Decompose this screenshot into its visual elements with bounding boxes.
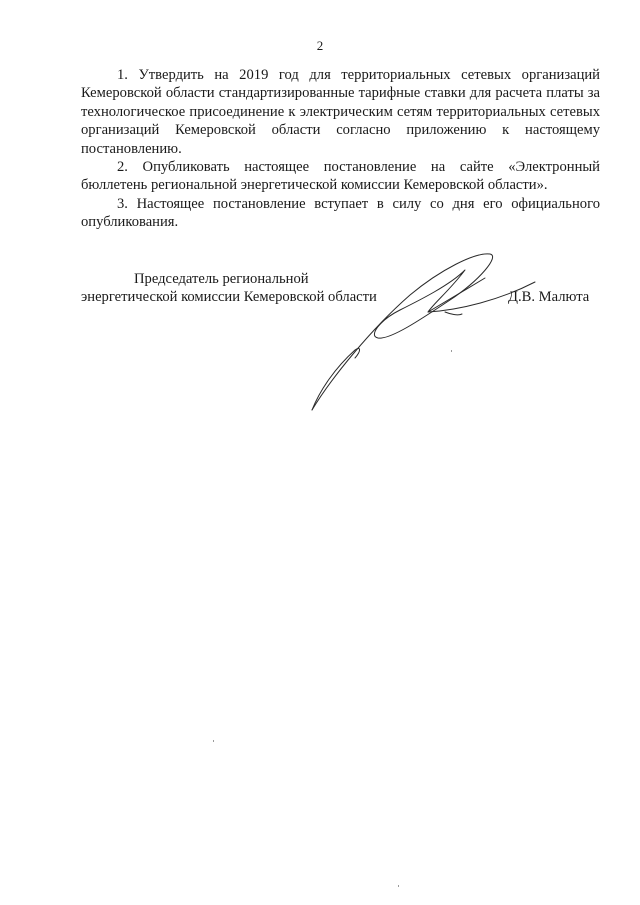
page-number: 2 [316, 38, 324, 53]
scan-speck [451, 350, 452, 352]
handwritten-signature [300, 240, 540, 420]
paragraph-2: 2. Опубликовать настоящее постановление на сайте «Электронный бюллетень региональной энергетической комиссии Кемеровской области». [81, 159, 600, 194]
signatory-title-line-2: энергетической комиссии Кемеровской области [81, 289, 377, 305]
scan-speck [398, 885, 399, 887]
document-body [81, 66, 600, 232]
signature-stroke-loop [400, 270, 485, 312]
signature-stroke-lower [312, 348, 360, 410]
signature-stroke-main [312, 254, 493, 410]
paragraph-3: 3. Настоящее постановление вступает в силу со дня его официального опубликования. [81, 195, 600, 231]
signatory-title-line-1: Председатель региональной [134, 271, 309, 287]
signatory-name: Д.В. Малюта [508, 289, 590, 305]
signature-stroke-hook [445, 312, 462, 315]
paragraph-1: 1. Утвердить на 2019 год для территориальных сетевых организаций Кемеровской области стандартизированные тарифные ставки для расчета платы за технологическое присоединение к электрическим сетям территориальных сетевых организаций Кемеровской области согласно приложению к настоящему постановлению. [81, 67, 600, 157]
scan-speck [213, 740, 214, 742]
